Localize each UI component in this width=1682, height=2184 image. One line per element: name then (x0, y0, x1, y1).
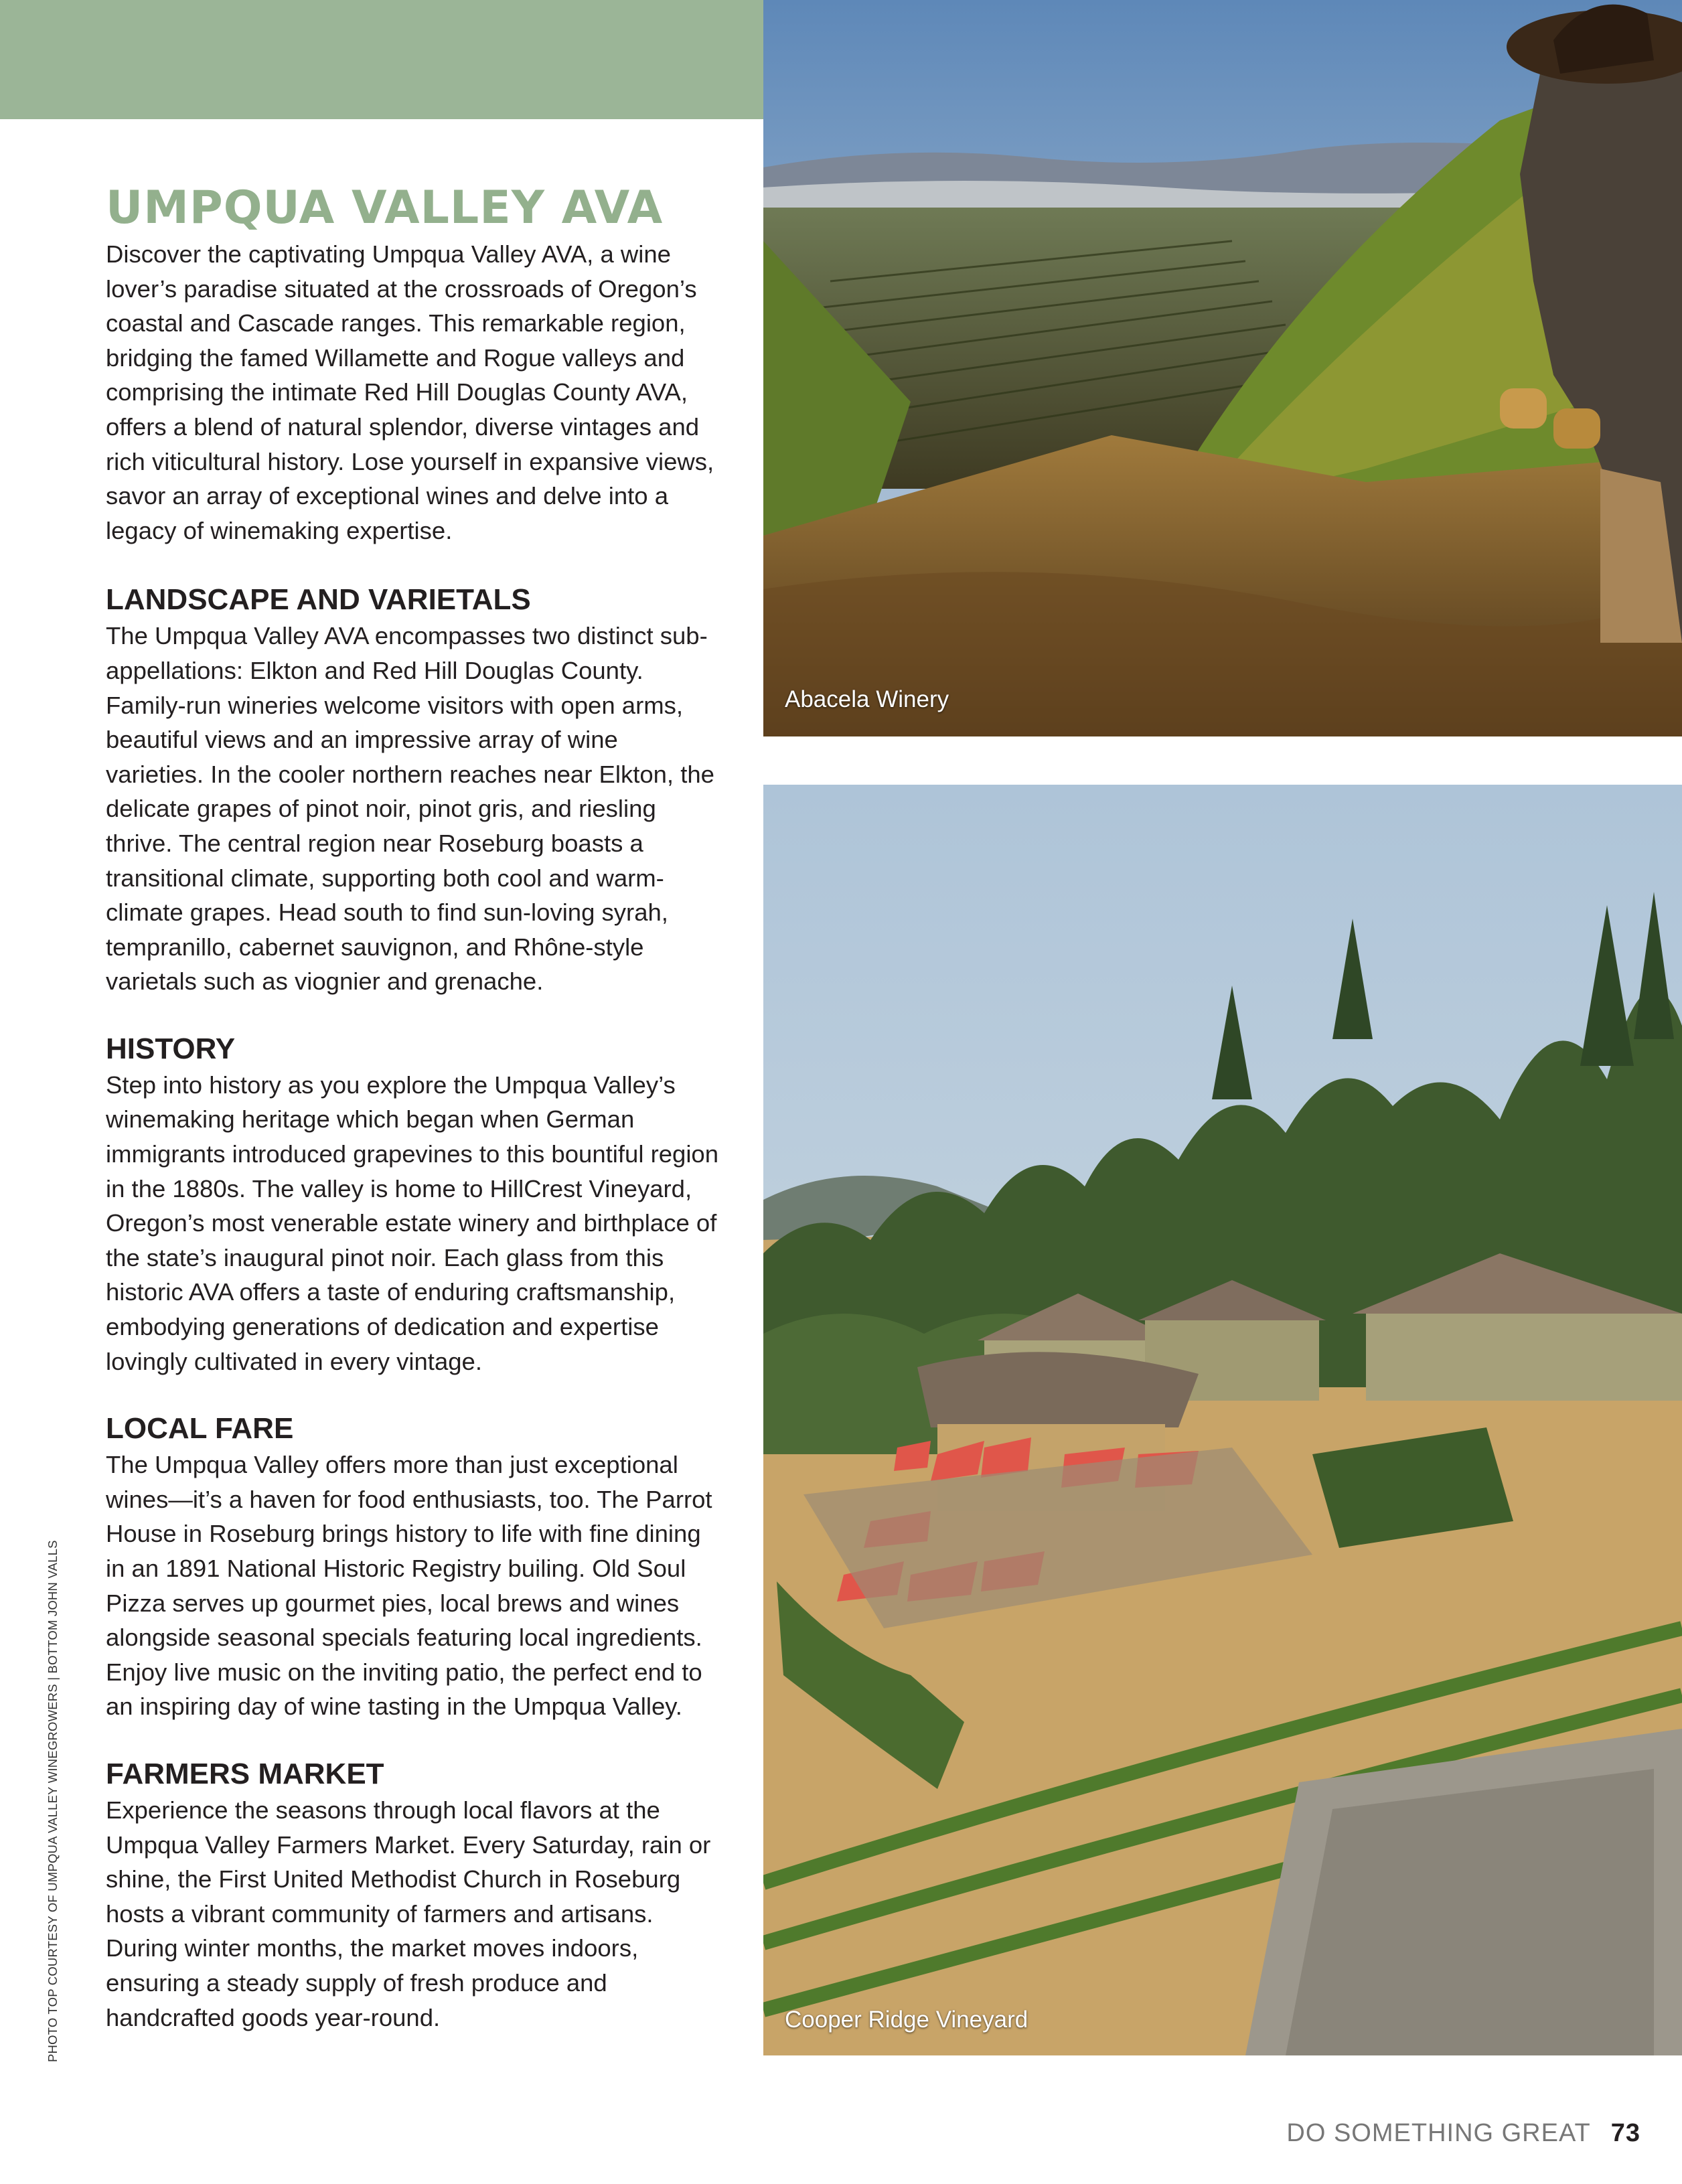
section-body-history: Step into history as you explore the Umpqua Valley’s winemaking heritage which began when German immigrants introduced grapevines to this bountiful region in the 1880s. The valley is home to HillCrest Vineyard, Oregon’s most venerable estate winery and birthplace of the state’s inaugural pinot noir. Each glass from this historic AVA offers a taste of enduring craftsmanship, embodying generations of dedication and expertise lovingly cultivated in every vintage. (106, 1071, 719, 1375)
article-column (106, 179, 722, 2035)
section-heading-farmers-market: FARMERS MARKET (106, 1757, 384, 1790)
article-title: UMPQUA VALLEY AVA (106, 181, 664, 234)
section-body-landscape: The Umpqua Valley AVA encompasses two distinct sub-appellations: Elkton and Red Hill Douglas County. Family-run wineries welcome visitors with open arms, beautiful views and an impressive array of wine varieties. In the cooler northern reaches near Elkton, the delicate grapes of pinot noir, pinot gris, and riesling thrive. The central region near Roseburg boasts a transitional climate, supporting both cool and warm-climate grapes. Head south to find sun-loving syrah, tempranillo, cabernet sauvignon, and Rhône-style varietals such as viognier and grenache. (106, 622, 714, 996)
footer-tagline: DO SOMETHING GREAT (1286, 2119, 1591, 2147)
section-body-local-fare: The Umpqua Valley offers more than just exceptional wines—it’s a haven for food enthusiasts, too. The Parrot House in Roseburg brings history to life with fine dining in an 1891 National Historic Registry builing. Old Soul Pizza serves up gourmet pies, local brews and wines alongside seasonal specials featuring local ingredients. Enjoy live music on the inviting patio, the perfect end to an inspiring day of wine tasting in the Umpqua Valley. (106, 1451, 712, 1721)
page-footer (1286, 2119, 1640, 2148)
photo-cooper-ridge-vineyard (763, 785, 1682, 2055)
section-heading-landscape: LANDSCAPE AND VARIETALS (106, 583, 531, 617)
intro-paragraph: Discover the captivating Umpqua Valley AVA, a wine lover’s paradise situated at the crossroads of Oregon’s coastal and Cascade ranges. This remarkable region, bridging the famed Willamette and Rogue valleys and comprising the intimate Red Hill Douglas County AVA, offers a blend of natural splendor, diverse vintages and rich viticultural history. Lose yourself in expansive views, savor an array of exceptional wines and delve into a legacy of winemaking expertise. (106, 240, 714, 544)
page-number: 73 (1610, 2119, 1640, 2147)
header-color-band (0, 0, 763, 119)
section-heading-local-fare: LOCAL FARE (106, 1412, 294, 1446)
section-body-farmers-market: Experience the seasons through local flavors at the Umpqua Valley Farmers Market. Every Saturday, rain or shine, the First United Methodist Church in Roseburg hosts a vibrant community of farmers and artisans. During winter months, the market moves indoors, ensuring a steady supply of fresh produce and handcrafted goods year-round. (106, 1796, 711, 2031)
photo-credit: PHOTO TOP COURTESY OF UMPQUA VALLEY WINEGROWERS | BOTTOM JOHN VALLS (46, 1540, 60, 2062)
section-heading-history: HISTORY (106, 1032, 236, 1065)
photo-caption-top: Abacela Winery (785, 686, 949, 712)
photo-caption-bottom: Cooper Ridge Vineyard (785, 2007, 1028, 2033)
photo-abacela-winery (763, 0, 1682, 736)
